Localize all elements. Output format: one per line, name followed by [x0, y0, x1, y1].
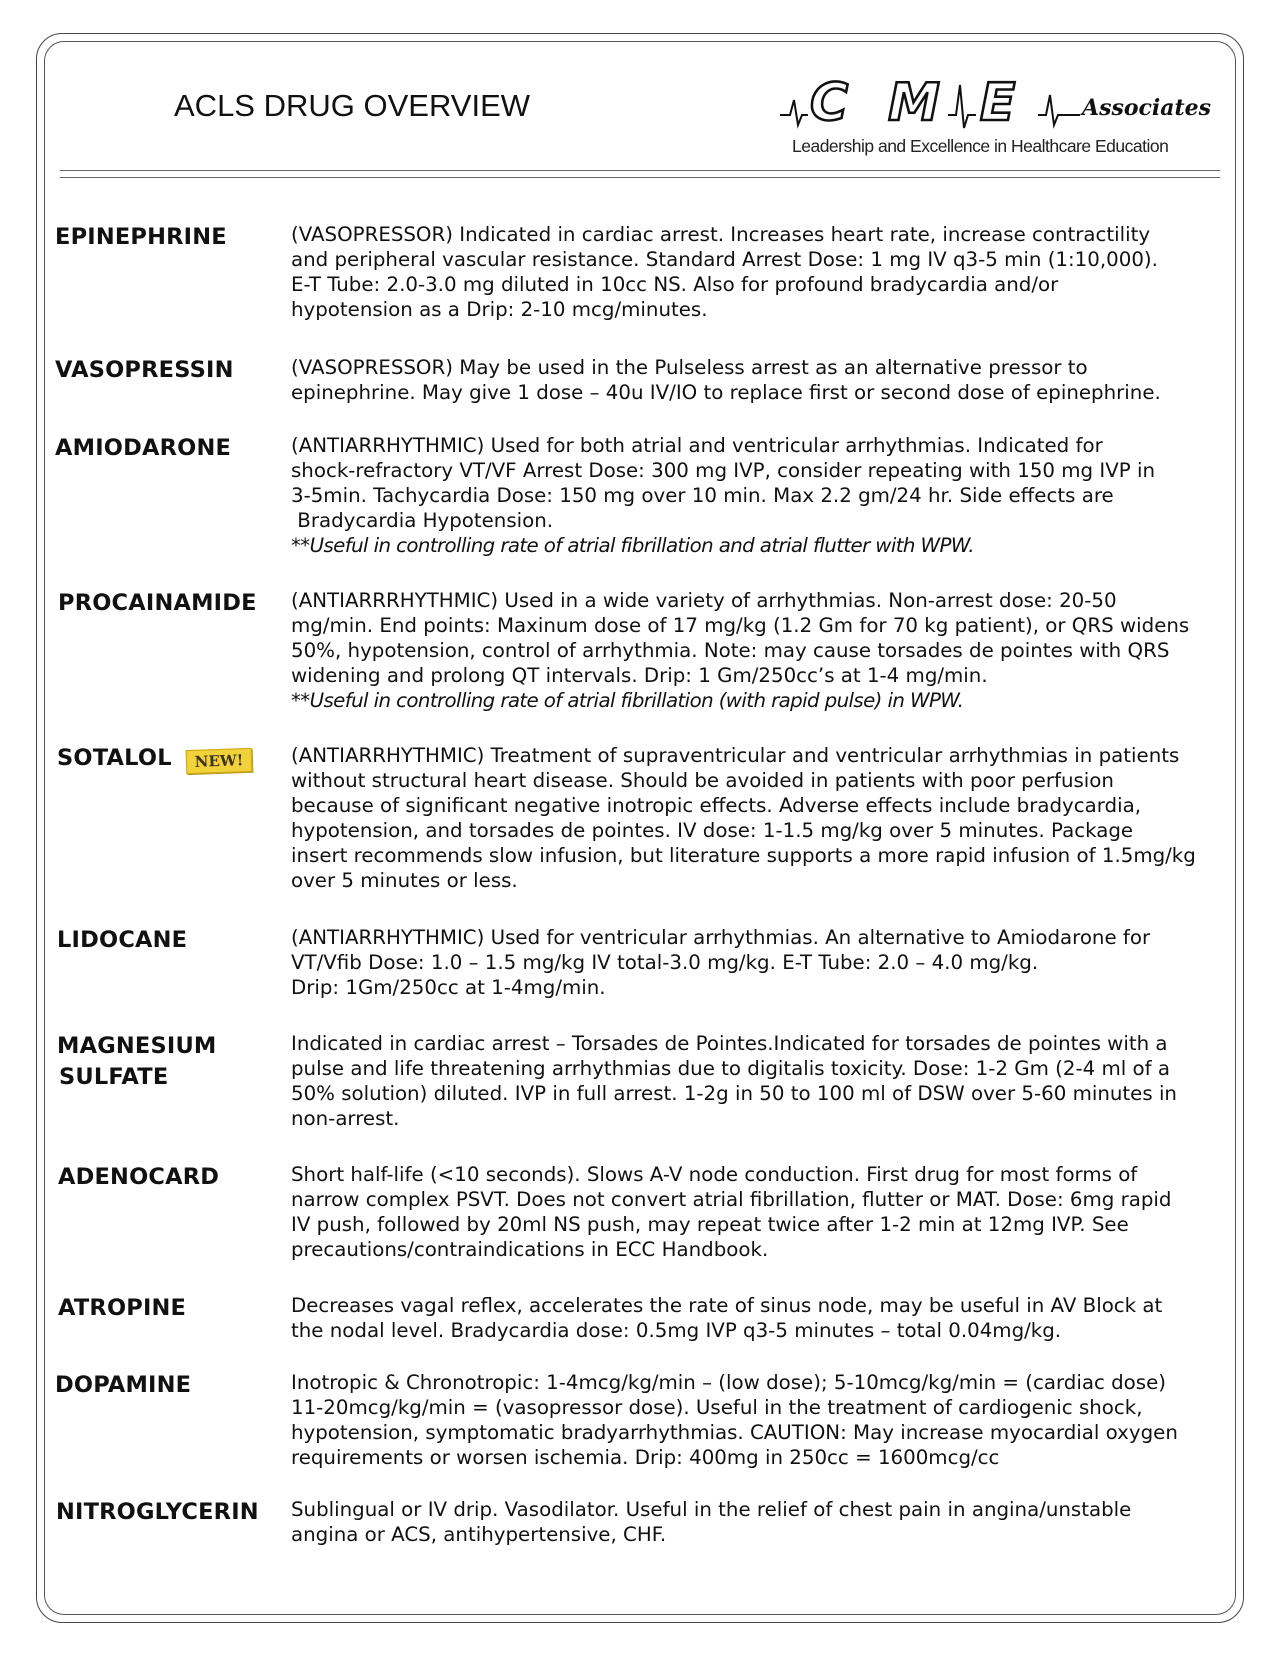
description-line: Indicated in cardiac arrest – Torsades de Pointes.Indicated for torsades de pointes with a	[291, 1032, 1168, 1055]
clinical-note: **Useful in controlling rate of atrial fibrillation (with rapid pulse) in WPW.	[291, 689, 964, 712]
drug-name: ADENOCARD	[58, 1164, 220, 1190]
drug-description	[291, 1370, 1236, 1470]
header-divider	[60, 170, 1220, 171]
description-line: widening and prolong QT intervals. Drip: 1 Gm/250cc’s at 1-4 mg/min.	[291, 664, 988, 687]
description-line: E-T Tube: 2.0-3.0 mg diluted in 10cc NS. Also for profound bradycardia and/or	[291, 273, 1059, 296]
description-line: mg/min. End points: Maxinum dose of 17 mg/kg (1.2 Gm for 70 kg patient), or QRS widens	[291, 614, 1190, 637]
description-line: insert recommends slow infusion, but literature supports a more rapid infusion of 1.5mg/kg	[291, 844, 1196, 867]
description-line: 50%, hypotension, control of arrhythmia. Note: may cause torsades de pointes with QRS	[291, 639, 1170, 662]
description-line: the nodal level. Bradycardia dose: 0.5mg IVP q3-5 minutes – total 0.04mg/kg.	[291, 1319, 1062, 1342]
drug-name: MAGNESIUM	[57, 1033, 217, 1059]
description-line: Decreases vagal reflex, accelerates the rate of sinus node, may be useful in AV Block at	[291, 1294, 1163, 1317]
drug-name: LIDOCANE	[57, 927, 188, 953]
description-line: epinephrine. May give 1 dose – 40u IV/IO to replace first or second dose of epinephrine.	[291, 381, 1161, 404]
clinical-note: **Useful in controlling rate of atrial fibrillation and atrial flutter with WPW.	[291, 534, 974, 557]
drug-name: AMIODARONE	[55, 435, 232, 461]
drug-name: SULFATE	[59, 1064, 169, 1090]
description-line: Short half-life (<10 seconds). Slows A-V node conduction. First drug for most forms of	[291, 1163, 1138, 1186]
drug-name: VASOPRESSIN	[55, 357, 234, 383]
drug-name: PROCAINAMIDE	[58, 590, 257, 616]
header-divider	[60, 177, 1220, 178]
description-line: because of significant negative inotropic effects. Adverse effects include bradycardia,	[291, 794, 1141, 817]
description-line: (ANTIARRHYTHMIC) Used for ventricular arrhythmias. An alternative to Amiodarone for	[291, 926, 1151, 949]
description-line: Drip: 1Gm/250cc at 1-4mg/min.	[291, 976, 606, 999]
drug-description	[291, 743, 1236, 893]
drug-description	[291, 1497, 1236, 1547]
description-line: without structural heart disease. Should be avoided in patients with poor perfusion	[291, 769, 1114, 792]
description-line: IV push, followed by 20ml NS push, may repeat twice after 1-2 min at 12mg IVP. See	[291, 1213, 1129, 1236]
logo-tagline: Leadership and Excellence in Healthcare Education	[792, 136, 1169, 156]
description-line: 3-5min. Tachycardia Dose: 150 mg over 10 min. Max 2.2 gm/24 hr. Side effects are	[291, 484, 1114, 507]
description-line: (VASOPRESSOR) May be used in the Pulseless arrest as an alternative pressor to	[291, 356, 1088, 379]
description-line: (ANTIARRRHYTHMIC) Used in a wide variety of arrhythmias. Non-arrest dose: 20-50	[291, 589, 1117, 612]
drug-name: EPINEPHRINE	[55, 224, 227, 250]
new-badge: NEW!	[186, 748, 253, 774]
description-line: pulse and life threatening arrhythmias due to digitalis toxicity. Dose: 1-2 Gm (2-4 ml of a	[291, 1057, 1170, 1080]
description-line: 50% solution) diluted. IVP in full arrest. 1-2g in 50 to 100 ml of DSW over 5-60 minutes in	[291, 1082, 1177, 1105]
drug-description	[291, 588, 1236, 713]
description-line: Bradycardia Hypotension.	[291, 509, 554, 532]
drug-description	[291, 1031, 1236, 1131]
drug-name: SOTALOL	[57, 745, 172, 771]
logo-cme-letters: CME	[810, 73, 1056, 133]
ecg-line-logo-icon	[780, 70, 1230, 140]
description-line: Sublingual or IV drip. Vasodilator. Useful in the relief of chest pain in angina/unstable	[291, 1498, 1132, 1521]
description-line: narrow complex PSVT. Does not convert atrial fibrillation, flutter or MAT. Dose: 6mg rapid	[291, 1188, 1172, 1211]
drug-description	[291, 222, 1236, 322]
drug-description	[291, 1293, 1236, 1343]
drug-name: DOPAMINE	[55, 1372, 192, 1398]
drug-description	[291, 355, 1236, 405]
description-line: VT/Vfib Dose: 1.0 – 1.5 mg/kg IV total-3.0 mg/kg. E-T Tube: 2.0 – 4.0 mg/kg.	[291, 951, 1039, 974]
description-line: 11-20mcg/kg/min = (vasopressor dose). Useful in the treatment of cardiogenic shock,	[291, 1396, 1143, 1419]
description-line: (ANTIARRHYTHMIC) Used for both atrial and ventricular arrhythmias. Indicated for	[291, 434, 1103, 457]
page-title: ACLS DRUG OVERVIEW	[174, 88, 531, 123]
drug-name: NITROGLYCERIN	[56, 1499, 259, 1525]
drug-description	[291, 925, 1236, 1000]
drug-description	[291, 433, 1236, 558]
description-line: (ANTIARRHYTHMIC) Treatment of supraventricular and ventricular arrhythmias in patients	[291, 744, 1180, 767]
drug-name: ATROPINE	[58, 1295, 187, 1321]
description-line: hypotension, and torsades de pointes. IV dose: 1-1.5 mg/kg over 5 minutes. Package	[291, 819, 1134, 842]
description-line: non-arrest.	[291, 1107, 400, 1130]
logo-associates: Associates	[1082, 95, 1212, 121]
description-line: Inotropic & Chronotropic: 1-4mcg/kg/min – (low dose); 5-10mcg/kg/min = (cardiac dose)	[291, 1371, 1166, 1394]
description-line: angina or ACS, antihypertensive, CHF.	[291, 1523, 667, 1546]
description-line: shock-refractory VT/VF Arrest Dose: 300 mg IVP, consider repeating with 150 mg IVP in	[291, 459, 1156, 482]
description-line: precautions/contraindications in ECC Handbook.	[291, 1238, 769, 1261]
cme-logo	[780, 70, 1230, 170]
description-line: hypotension, symptomatic bradyarrhythmias. CAUTION: May increase myocardial oxygen	[291, 1421, 1178, 1444]
description-line: requirements or worsen ischemia. Drip: 400mg in 250cc = 1600mcg/cc	[291, 1446, 1000, 1469]
description-line: hypotension as a Drip: 2-10 mcg/minutes.	[291, 298, 708, 321]
drug-description	[291, 1162, 1236, 1262]
description-line: over 5 minutes or less.	[291, 869, 518, 892]
description-line: and peripheral vascular resistance. Standard Arrest Dose: 1 mg IV q3-5 min (1:10,000).	[291, 248, 1158, 271]
description-line: (VASOPRESSOR) Indicated in cardiac arrest. Increases heart rate, increase contractility	[291, 223, 1151, 246]
